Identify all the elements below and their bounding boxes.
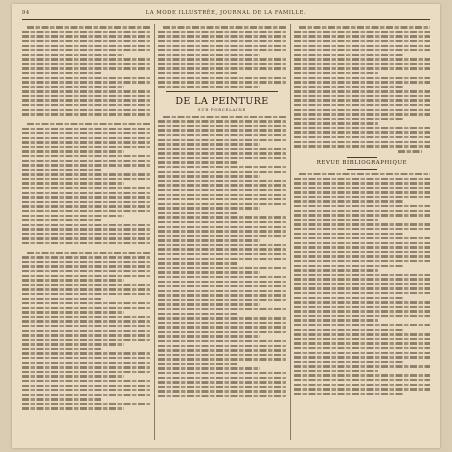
- text-line: [294, 104, 430, 106]
- paragraph-block: [158, 26, 286, 88]
- text-line: [158, 381, 286, 383]
- text-line: [22, 95, 150, 97]
- text-line: [22, 196, 150, 198]
- text-line: [158, 129, 286, 131]
- text-line: [158, 230, 286, 232]
- text-line: [158, 212, 237, 214]
- text-line: [294, 329, 403, 331]
- text-line: [22, 35, 150, 37]
- text-line: [294, 45, 430, 47]
- text-line: [22, 164, 150, 166]
- text-line: [158, 198, 286, 200]
- text-line: [158, 139, 286, 141]
- text-line: [294, 379, 430, 381]
- text-line: [294, 54, 403, 56]
- article-title: DE LA PEINTURE: [175, 96, 269, 108]
- text-line: [294, 109, 430, 111]
- text-line: [22, 132, 150, 134]
- text-line: [158, 349, 286, 351]
- text-line: [27, 26, 150, 28]
- text-line: [22, 237, 150, 239]
- text-line: [22, 160, 150, 162]
- text-line: [294, 233, 403, 235]
- text-line: [158, 340, 286, 342]
- text-line: [158, 72, 237, 74]
- text-line: [22, 265, 150, 267]
- text-line: [294, 95, 430, 97]
- text-line: [22, 293, 150, 295]
- text-line: [22, 205, 150, 207]
- text-line: [158, 175, 260, 177]
- text-line: [294, 338, 430, 340]
- text-line: [294, 301, 430, 303]
- text-line: [22, 339, 150, 341]
- newspaper-page: [12, 4, 440, 448]
- text-line: [22, 104, 150, 106]
- text-line: [22, 187, 150, 189]
- text-line: [158, 31, 286, 33]
- text-line: [158, 299, 286, 301]
- text-line: [294, 77, 430, 79]
- text-line: [294, 205, 430, 207]
- text-line: [158, 184, 286, 186]
- text-line: [158, 235, 286, 237]
- text-line: [294, 333, 430, 335]
- text-line: [294, 306, 430, 308]
- text-line: [158, 267, 286, 269]
- text-line: [158, 134, 286, 136]
- text-line: [294, 191, 430, 193]
- text-line: [22, 215, 124, 217]
- text-line: [158, 331, 286, 333]
- text-line: [22, 228, 150, 230]
- text-line: [294, 90, 430, 92]
- text-line: [294, 113, 430, 115]
- text-line: [294, 72, 378, 74]
- text-line: [158, 40, 286, 42]
- text-line: [22, 31, 150, 33]
- text-line: [27, 252, 150, 254]
- text-line: [158, 345, 286, 347]
- text-line: [158, 377, 286, 379]
- text-line: [158, 58, 286, 60]
- text-line: [158, 194, 286, 196]
- text-line: [294, 187, 430, 189]
- text-line: [294, 315, 430, 317]
- text-line: [294, 374, 430, 376]
- text-line: [22, 380, 150, 382]
- text-line: [294, 278, 430, 280]
- text-line: [22, 173, 150, 175]
- text-line: [294, 242, 430, 244]
- paragraph-block: [158, 116, 286, 398]
- text-line: [22, 316, 150, 318]
- text-line: [22, 128, 150, 130]
- text-line: [294, 255, 430, 257]
- text-line: [294, 145, 430, 147]
- title-rule: [166, 91, 278, 92]
- text-line: [294, 31, 430, 33]
- author-signature-mark: [294, 150, 430, 155]
- text-line: [22, 45, 150, 47]
- text-line: [158, 358, 286, 360]
- text-line: [22, 54, 124, 56]
- page-number: 94: [22, 10, 30, 16]
- text-line: [163, 26, 286, 28]
- text-line: [22, 357, 150, 359]
- text-line: [294, 81, 430, 83]
- text-column-3: [294, 24, 430, 442]
- text-line: [22, 72, 101, 74]
- running-title: LA MODE ILLUSTRÉE, JOURNAL DE LA FAMILLE.: [145, 10, 307, 16]
- text-line: [158, 54, 260, 56]
- text-column-2: [158, 24, 286, 442]
- text-line: [158, 67, 286, 69]
- text-line: [158, 281, 286, 283]
- text-line: [294, 352, 430, 354]
- text-line: [158, 285, 286, 287]
- text-line: [294, 324, 430, 326]
- text-line: [294, 182, 430, 184]
- text-line: [299, 173, 430, 175]
- text-line: [294, 370, 378, 372]
- text-line: [294, 214, 430, 216]
- text-line: [158, 294, 286, 296]
- text-line: [22, 86, 124, 88]
- text-line: [158, 148, 286, 150]
- text-line: [158, 189, 286, 191]
- paragraph-block: [294, 26, 430, 147]
- text-line: [22, 77, 150, 79]
- text-line: [158, 386, 286, 388]
- text-line: [158, 180, 286, 182]
- text-line: [22, 348, 101, 350]
- text-line: [22, 210, 150, 212]
- text-line: [22, 233, 150, 235]
- text-line: [294, 67, 430, 69]
- text-line: [294, 310, 430, 312]
- text-line: [294, 237, 430, 239]
- text-line: [294, 319, 378, 321]
- text-line: [158, 221, 286, 223]
- text-line: [158, 253, 286, 255]
- paragraph-block: [22, 252, 150, 410]
- text-line: [158, 35, 286, 37]
- text-line: [22, 63, 150, 65]
- text-line: [294, 223, 430, 225]
- text-line: [158, 395, 286, 397]
- text-line: [158, 390, 286, 392]
- text-line: [294, 219, 378, 221]
- text-line: [294, 35, 430, 37]
- text-line: [294, 122, 378, 124]
- text-line: [158, 207, 260, 209]
- text-line: [158, 313, 237, 315]
- text-line: [158, 157, 286, 159]
- text-line: [22, 302, 150, 304]
- text-line: [22, 407, 124, 409]
- text-line: [22, 298, 101, 300]
- text-line: [294, 40, 430, 42]
- text-line: [158, 354, 286, 356]
- text-line: [22, 385, 150, 387]
- text-line: [22, 311, 124, 313]
- section-rule: [347, 169, 377, 170]
- text-line: [294, 388, 430, 390]
- text-line: [294, 196, 430, 198]
- text-line: [294, 86, 403, 88]
- text-line: [158, 239, 260, 241]
- text-line: [22, 284, 150, 286]
- text-line: [22, 398, 101, 400]
- text-line: [294, 131, 430, 133]
- text-line: [158, 367, 260, 369]
- text-line: [294, 58, 430, 60]
- text-line: [294, 127, 430, 129]
- text-line: [22, 67, 150, 69]
- text-line: [158, 248, 286, 250]
- column-separator: [290, 24, 291, 440]
- text-line: [158, 166, 286, 168]
- text-line: [22, 146, 150, 148]
- text-line: [22, 375, 124, 377]
- text-line: [158, 303, 260, 305]
- text-line: [22, 58, 150, 60]
- text-line: [158, 77, 286, 79]
- text-line: [294, 287, 430, 289]
- text-line: [158, 152, 286, 154]
- paragraph-block: [22, 123, 150, 244]
- text-column-1: [22, 24, 150, 442]
- text-line: [22, 366, 150, 368]
- text-line: [158, 45, 286, 47]
- text-line: [158, 326, 286, 328]
- text-line: [294, 118, 403, 120]
- text-line: [158, 308, 286, 310]
- text-line: [294, 356, 430, 358]
- header-rule: [22, 19, 430, 20]
- text-line: [163, 116, 286, 118]
- text-line: [22, 279, 124, 281]
- text-line: [294, 136, 430, 138]
- text-line: [294, 141, 430, 143]
- text-line: [158, 372, 286, 374]
- text-line: [22, 330, 150, 332]
- text-line: [22, 362, 150, 364]
- text-line: [22, 261, 150, 263]
- text-line: [22, 81, 150, 83]
- text-line: [22, 224, 150, 226]
- text-line: [294, 292, 430, 294]
- text-line: [158, 171, 286, 173]
- text-line: [294, 347, 430, 349]
- text-line: [158, 322, 286, 324]
- text-line: [294, 393, 403, 395]
- text-line: [22, 270, 150, 272]
- text-line: [158, 262, 237, 264]
- text-line: [22, 307, 150, 309]
- text-line: [294, 361, 403, 363]
- text-line: [22, 219, 101, 221]
- text-line: [158, 335, 260, 337]
- text-line: [294, 297, 403, 299]
- text-line: [22, 178, 150, 180]
- text-line: [158, 143, 260, 145]
- text-line: [22, 403, 150, 405]
- text-line: [22, 109, 150, 111]
- text-line: [158, 244, 286, 246]
- text-line: [22, 325, 150, 327]
- text-line: [22, 275, 150, 277]
- text-line: [294, 365, 430, 367]
- text-line: [158, 258, 286, 260]
- text-line: [294, 384, 430, 386]
- text-line: [294, 200, 403, 202]
- text-line: [22, 155, 150, 157]
- column-separator: [154, 24, 155, 440]
- text-line: [294, 246, 430, 248]
- text-line: [22, 394, 150, 396]
- text-line: [294, 265, 403, 267]
- text-line: [294, 63, 430, 65]
- text-line: [22, 256, 150, 258]
- text-line: [158, 363, 237, 365]
- text-line: [294, 228, 430, 230]
- paragraph-block: [22, 26, 150, 115]
- text-line: [22, 150, 124, 152]
- text-line: [22, 320, 150, 322]
- text-line: [158, 125, 286, 127]
- text-line: [294, 283, 430, 285]
- text-line: [158, 290, 286, 292]
- text-line: [22, 352, 150, 354]
- text-line: [22, 113, 150, 115]
- text-line: [158, 49, 286, 51]
- text-line: [22, 182, 124, 184]
- text-line: [22, 90, 150, 92]
- text-line: [158, 271, 260, 273]
- text-line: [158, 276, 286, 278]
- text-line: [22, 49, 150, 51]
- text-line: [158, 81, 286, 83]
- text-line: [158, 216, 286, 218]
- text-line: [294, 251, 430, 253]
- text-line: [22, 141, 150, 143]
- text-line: [294, 342, 430, 344]
- text-line: [22, 371, 150, 373]
- text-line: [22, 334, 150, 336]
- text-line: [294, 49, 430, 51]
- text-line: [22, 137, 150, 139]
- text-line: [22, 192, 150, 194]
- text-line: [294, 260, 430, 262]
- text-line: [158, 226, 286, 228]
- text-line: [22, 169, 101, 171]
- text-line: [22, 242, 150, 244]
- paragraph-block: [294, 173, 430, 395]
- article-subtitle: SUR PORCELAINE: [197, 107, 247, 113]
- review-title: REVUE BIBLIOGRAPHIQUE: [316, 160, 408, 167]
- text-line: [22, 343, 124, 345]
- section-rule: [347, 157, 377, 158]
- text-line: [158, 161, 237, 163]
- text-line: [158, 86, 260, 88]
- text-line: [294, 178, 430, 180]
- text-line: [299, 26, 430, 28]
- text-line: [294, 269, 378, 271]
- text-line: [22, 201, 150, 203]
- text-line: [27, 123, 150, 125]
- text-line: [294, 274, 430, 276]
- text-line: [294, 99, 430, 101]
- text-line: [158, 63, 286, 65]
- text-line: [294, 210, 430, 212]
- text-line: [22, 389, 150, 391]
- text-line: [22, 40, 150, 42]
- text-line: [158, 120, 286, 122]
- text-line: [22, 99, 150, 101]
- text-line: [22, 288, 150, 290]
- text-line: [158, 317, 286, 319]
- text-line: [158, 203, 286, 205]
